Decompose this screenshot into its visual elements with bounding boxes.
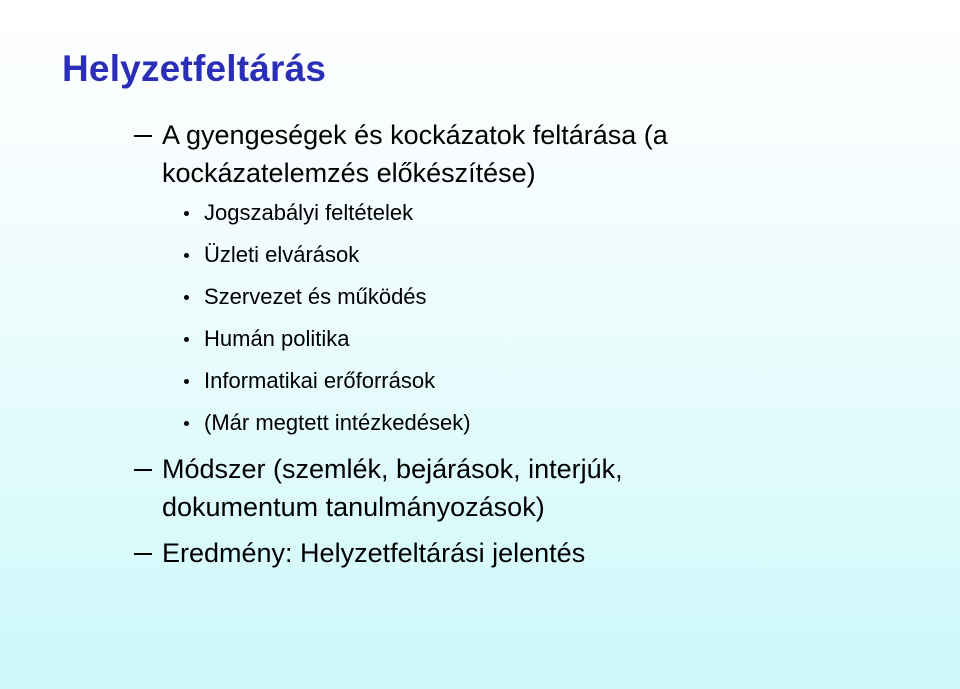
list-item-text: Informatikai erőforrások: [204, 368, 436, 393]
list-item-text: Jogszabályi feltételek: [204, 200, 414, 225]
dot-bullet-icon: [182, 324, 204, 354]
list-item-level2: [182, 366, 435, 396]
list-item-text: Módszer (szemlék, bejárások, interjúk, dokumentum tanulmányozások): [162, 454, 623, 522]
dot-bullet-icon: [182, 282, 204, 312]
dot-bullet-icon: [182, 408, 204, 438]
dot-bullet-icon: [182, 366, 204, 396]
list-item-level2: [182, 282, 427, 312]
list-item-text: Szervezet és működés: [204, 284, 427, 309]
list-item-text: A gyengeségek és kockázatok feltárása (a kockázatelemzés előkészítése): [162, 120, 668, 188]
dot-bullet-icon: [182, 240, 204, 270]
dash-bullet-icon: [134, 450, 162, 526]
dash-bullet-icon: [134, 116, 162, 192]
dot-bullet-icon: [182, 198, 204, 228]
dash-bullet-icon: [134, 534, 162, 572]
list-item-level1: [134, 116, 754, 192]
list-item-level1: [134, 450, 734, 526]
list-item-level2: [182, 408, 471, 438]
list-item-text: Eredmény: Helyzetfeltárási jelentés: [162, 538, 586, 568]
list-item-text: Humán politika: [204, 326, 350, 351]
list-item-text: (Már megtett intézkedések): [204, 410, 471, 435]
list-item-level2: [182, 324, 350, 354]
list-item-level2: [182, 198, 413, 228]
list-item-text: Üzleti elvárások: [204, 242, 360, 267]
list-item-level2: [182, 240, 359, 270]
slide-title: Helyzetfeltárás: [62, 48, 327, 89]
list-item-level1: [134, 534, 834, 572]
